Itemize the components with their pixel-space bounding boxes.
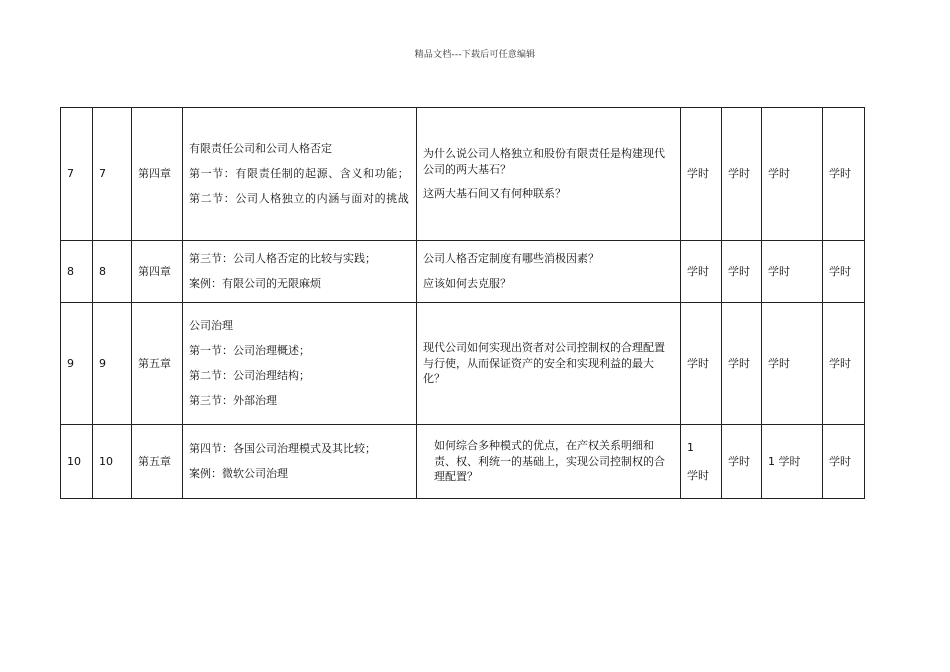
hours-cell: 学时 <box>823 425 865 499</box>
content-line: 案例：微软公司治理 <box>189 467 288 480</box>
question-line: 公司人格否定制度有哪些消极因素？ <box>423 252 599 266</box>
content-cell <box>183 108 417 241</box>
table-row <box>61 425 865 499</box>
hours-cell: 学时 <box>823 303 865 425</box>
hours-cell: 学时 <box>762 303 823 425</box>
chapter-cell: 第四章 <box>132 241 183 303</box>
question-cell <box>417 108 681 241</box>
hours-cell: 学时 <box>823 241 865 303</box>
hours-cell: 学时 <box>681 108 722 241</box>
hours-cell <box>681 425 722 499</box>
content-line: 第一节：有限责任制的起源、含义和功能； <box>189 167 410 181</box>
chapter-cell: 第四章 <box>132 108 183 241</box>
question-line: 如何综合多种模式的优点，在产权关系明细和责、权、利统一的基础上，实现公司控制权的合理配置？ <box>434 438 665 484</box>
question-cell <box>417 425 681 499</box>
question-cell <box>417 241 681 303</box>
hours-cell: 学时 <box>722 303 762 425</box>
session-number-cell: 10 <box>93 425 132 499</box>
chapter-cell: 第五章 <box>132 425 183 499</box>
question-line: 应该如何去克服？ <box>423 277 511 290</box>
question-line: 这两大基石间又有何种联系？ <box>423 187 566 201</box>
content-line: 案例：有限公司的无限麻烦 <box>189 277 321 290</box>
table-row <box>61 303 865 425</box>
content-line: 公司治理 <box>189 319 233 333</box>
course-schedule-table <box>60 107 865 499</box>
session-number-cell: 9 <box>93 303 132 425</box>
row-index-cell: 8 <box>61 241 93 303</box>
table-row <box>61 108 865 241</box>
chapter-cell: 第五章 <box>132 303 183 425</box>
row-index-cell: 9 <box>61 303 93 425</box>
content-cell <box>183 303 417 425</box>
hours-cell: 学时 <box>762 241 823 303</box>
content-line: 第二节：公司人格独立的内涵与面对的挑战 <box>189 191 410 205</box>
content-cell <box>183 241 417 303</box>
content-line: 第三节：公司人格否定的比较与实践； <box>189 252 376 266</box>
table-row <box>61 241 865 303</box>
hours-cell: 学时 <box>681 241 722 303</box>
content-line: 第二节：公司治理结构； <box>189 369 310 382</box>
hours-count: 1 <box>687 440 694 454</box>
content-line: 有限责任公司和公司人格否定 <box>189 142 332 156</box>
content-line: 第四节：各国公司治理模式及其比较； <box>189 442 376 456</box>
hours-cell: 学时 <box>722 108 762 241</box>
hours-cell: 学时 <box>722 425 762 499</box>
hours-unit: 学时 <box>687 468 709 482</box>
session-number-cell: 7 <box>93 108 132 241</box>
row-index-cell: 10 <box>61 425 93 499</box>
page-header: 精品文档---下载后可任意编辑 <box>414 50 536 60</box>
row-index-cell: 7 <box>61 108 93 241</box>
question-line: 现代公司如何实现出资者对公司控制权的合理配置与行使，从而保证资产的安全和实现利益的最大化？ <box>423 340 665 386</box>
hours-cell: 1 学时 <box>762 425 823 499</box>
content-cell <box>183 425 417 499</box>
hours-cell: 学时 <box>681 303 722 425</box>
content-line: 第三节：外部治理 <box>189 393 277 407</box>
hours-cell: 学时 <box>762 108 823 241</box>
question-line: 为什么说公司人格独立和股份有限责任是构建现代公司的两大基石？ <box>423 146 665 176</box>
hours-cell: 学时 <box>722 241 762 303</box>
session-number-cell: 8 <box>93 241 132 303</box>
content-line: 第一节：公司治理概述； <box>189 344 310 358</box>
hours-cell: 学时 <box>823 108 865 241</box>
question-cell <box>417 303 681 425</box>
